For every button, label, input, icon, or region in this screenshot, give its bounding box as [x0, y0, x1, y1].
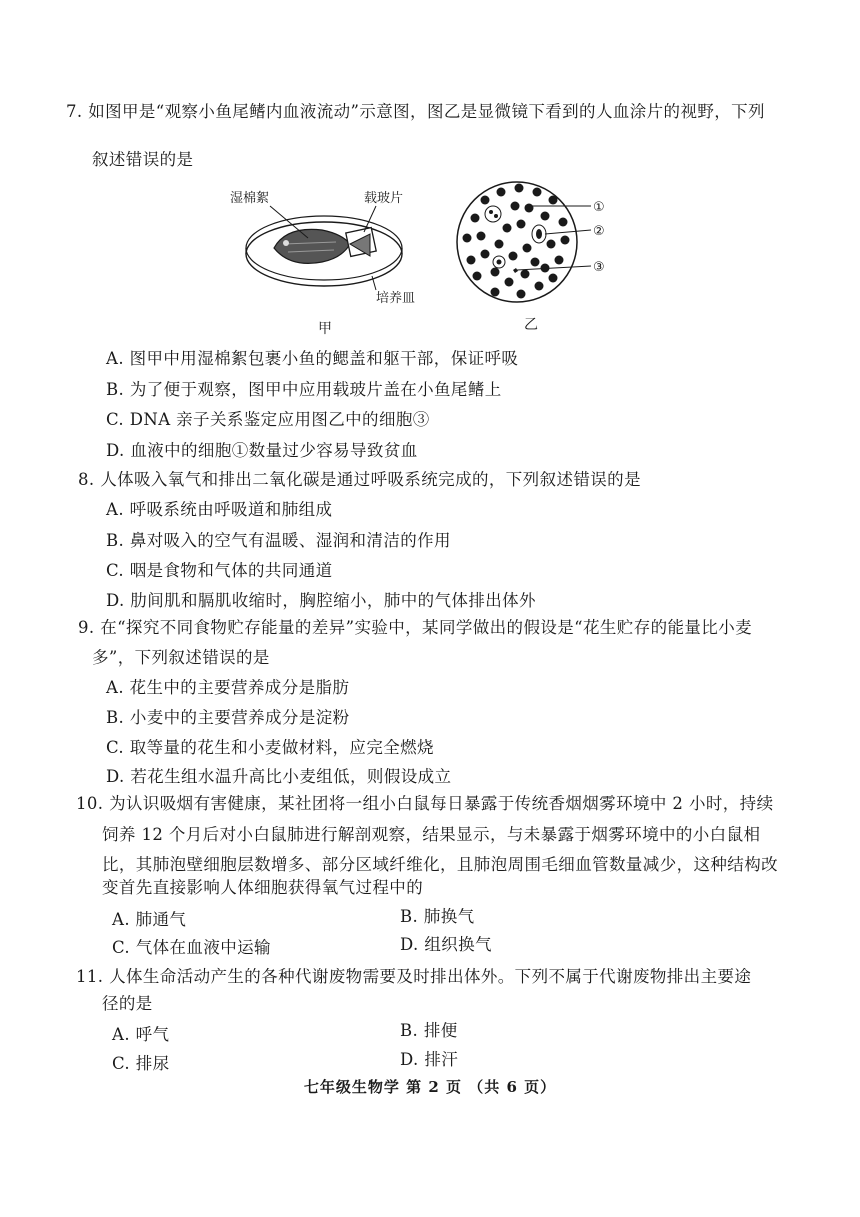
q10-stem-line1: 10. 为认识吸烟有害健康，某社团将一组小白鼠每日暴露于传统香烟烟雾环境中 2 小时，持续	[76, 794, 774, 813]
q9-stem-line1: 9. 在“探究不同食物贮存能量的差异”实验中，某同学做出的假设是“花生贮存的能量比小麦	[78, 618, 752, 637]
q7-stem-line2: 叙述错误的是	[92, 150, 194, 169]
q7-option-b: B. 为了便于观察，图甲中应用载玻片盖在小鱼尾鳍上	[106, 380, 502, 399]
label-slide: 载玻片	[364, 191, 404, 206]
q8-option-d: D. 肋间肌和膈肌收缩时，胸腔缩小，肺中的气体排出体外	[106, 591, 536, 610]
q8-option-a: A. 呼吸系统由呼吸道和肺组成	[106, 500, 333, 519]
q11-option-a: A. 呼气	[112, 1025, 170, 1044]
q8-option-c: C. 咽是食物和气体的共同通道	[106, 561, 333, 580]
q9-option-d: D. 若花生组水温升高比小麦组低，则假设成立	[106, 767, 452, 786]
figure-jia	[226, 178, 456, 313]
q8-stem: 8. 人体吸入氧气和排出二氧化碳是通过呼吸系统完成的，下列叙述错误的是	[78, 470, 641, 489]
q10-option-d: D. 组织换气	[400, 935, 492, 954]
q8-option-b: B. 鼻对吸入的空气有温暖、湿润和清洁的作用	[106, 531, 451, 550]
q11-option-b: B. 排便	[400, 1021, 458, 1040]
q10-stem-line4: 变首先直接影响人体细胞获得氧气过程中的	[102, 878, 424, 897]
q11-option-d: D. 排汗	[400, 1050, 459, 1069]
q9-option-b: B. 小麦中的主要营养成分是淀粉	[106, 708, 350, 727]
page-footer: 七年级生物学 第 2 页 （共 6 页）	[303, 1078, 557, 1096]
figure-yi	[455, 178, 625, 308]
q11-stem-line1: 11. 人体生命活动产生的各种代谢废物需要及时排出体外。下列不属于代谢废物排出主要途	[76, 967, 752, 986]
q11-option-c: C. 排尿	[112, 1054, 170, 1073]
q9-option-a: A. 花生中的主要营养成分是脂肪	[106, 678, 350, 697]
label-n2: ②	[593, 224, 605, 239]
label-cotton: 湿棉絮	[230, 191, 270, 206]
caption-jia: 甲	[318, 321, 332, 337]
q9-option-c: C. 取等量的花生和小麦做材料，应完全燃烧	[106, 738, 434, 757]
q7-stem-line1: 7. 如图甲是“观察小鱼尾鳍内血液流动”示意图，图乙是显微镜下看到的人血涂片的视野，下列	[66, 102, 765, 121]
q10-option-a: A. 肺通气	[112, 910, 187, 929]
q7-option-c: C. DNA 亲子关系鉴定应用图乙中的细胞③	[106, 410, 430, 429]
label-dish: 培养皿	[376, 291, 416, 306]
q7-option-a: A. 图甲中用湿棉絮包裹小鱼的鳃盖和躯干部，保证呼吸	[106, 349, 519, 368]
q10-option-b: B. 肺换气	[400, 907, 475, 926]
caption-yi: 乙	[524, 317, 538, 333]
q7-option-d: D. 血液中的细胞①数量过少容易导致贫血	[106, 441, 418, 460]
q10-option-c: C. 气体在血液中运输	[112, 938, 271, 957]
label-n3: ③	[593, 260, 605, 275]
label-n1: ①	[593, 200, 605, 215]
q10-stem-line2: 饲养 12 个月后对小白鼠肺进行解剖观察，结果显示，与未暴露于烟雾环境中的小白鼠相	[102, 825, 761, 844]
q11-stem-line2: 径的是	[102, 994, 153, 1013]
q9-stem-line2: 多”，下列叙述错误的是	[92, 648, 270, 667]
q10-stem-line3: 比，其肺泡壁细胞层数增多、部分区域纤维化，且肺泡周围毛细血管数量减少，这种结构改	[102, 855, 778, 874]
